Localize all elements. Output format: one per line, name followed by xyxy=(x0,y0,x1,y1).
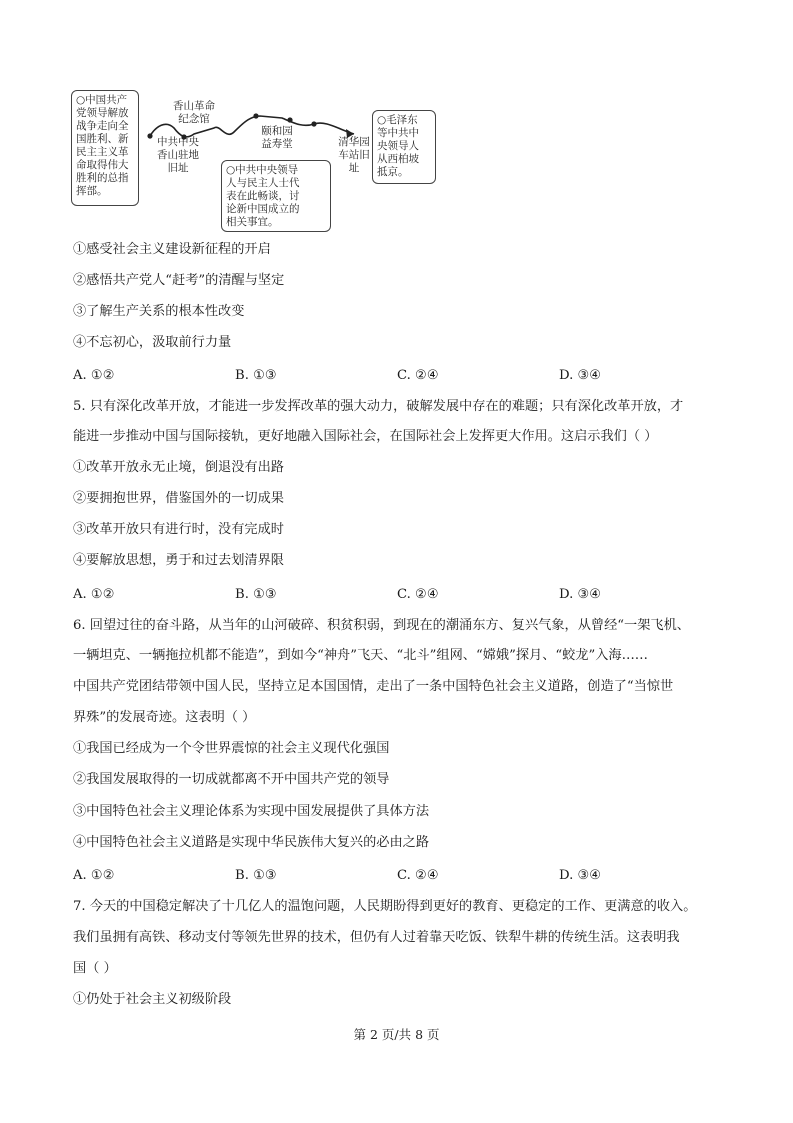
q5-item-2: ②要拥抱世界，借鉴国外的一切成果 xyxy=(73,491,284,506)
q6-option-d[interactable]: D. ③④ xyxy=(559,868,602,883)
q7-stem-line-2: 我们虽拥有高铁、移动支付等领先世界的技术，但仍有人过着靠天吃饭、铁犁牛耕的传统生活。这表明我 xyxy=(73,930,680,945)
q7-stem-line-1: 7. 今天的中国稳定解决了十几亿人的温饱问题，人民期盼得到更好的教育、更稳定的工作、更满意的收入。 xyxy=(73,899,697,914)
q4-option-c[interactable]: C. ②④ xyxy=(397,368,439,383)
label-qinghua-station: 清华园 车站旧址 xyxy=(338,136,370,174)
q4-option-d[interactable]: D. ③④ xyxy=(559,368,602,383)
note-right-text: ○毛泽东 等中共中 央领导人 从西柏坡 抵京。 xyxy=(377,114,419,178)
label-cpc-xiangshan-site: 中共中央 香山驻地 旧址 xyxy=(157,136,199,174)
note-middle-text: ○中共中央领导 人与民主人士代 表在此畅谈，讨 论新中国成立的 相关事宜。 xyxy=(226,164,300,228)
q5-stem-line-2: 能进一步推动中国与国际接轨，更好地融入国际社会，在国际社会上发挥更大作用。这启示我们（ ） xyxy=(73,429,658,444)
q4-options xyxy=(73,367,613,385)
q4-item-2: ②感悟共产党人“赶考”的清醒与坚定 xyxy=(73,273,285,288)
q5-option-a[interactable]: A. ①② xyxy=(73,587,115,602)
q5-item-3: ③改革开放只有进行时，没有完成时 xyxy=(73,522,284,537)
q7-item-1: ①仍处于社会主义初级阶段 xyxy=(73,992,232,1007)
note-box-left xyxy=(71,90,139,206)
q6-stem-line-4: 界殊”的发展奇迹。这表明（ ） xyxy=(73,710,256,725)
q5-item-1: ①改革开放永无止境，倒退没有出路 xyxy=(73,460,284,475)
page-footer: 第 2 页/共 8 页 xyxy=(353,1027,440,1042)
q6-options xyxy=(73,867,613,885)
q4-option-a[interactable]: A. ①② xyxy=(73,368,115,383)
q6-item-2: ②我国发展取得的一切成就都离不开中国共产党的领导 xyxy=(73,772,390,787)
q5-options xyxy=(73,586,613,604)
q6-stem-line-2: 一辆坦克、一辆拖拉机都不能造”，到如今“神舟”飞天、“北斗”组网、“嫦娥”探月、“蛟龙”入海…… xyxy=(73,648,648,663)
q7-stem-line-3: 国（ ） xyxy=(73,961,117,976)
q6-item-3: ③中国特色社会主义理论体系为实现中国发展提供了具体方法 xyxy=(73,804,430,819)
q6-item-1: ①我国已经成为一个令世界震惊的社会主义现代化强国 xyxy=(73,741,390,756)
q5-item-4: ④要解放思想，勇于和过去划清界限 xyxy=(73,553,284,568)
q6-option-b[interactable]: B. ①③ xyxy=(235,868,277,883)
q6-option-c[interactable]: C. ②④ xyxy=(397,868,439,883)
q5-option-d[interactable]: D. ③④ xyxy=(559,587,602,602)
q4-item-4: ④不忘初心，汲取前行力量 xyxy=(73,335,232,350)
q4-option-b[interactable]: B. ①③ xyxy=(235,368,277,383)
q5-stem-line-1: 5. 只有深化改革开放，才能进一步发挥改革的强大动力，破解发展中存在的难题；只有深化改革开放，才 xyxy=(73,399,684,414)
route-diagram xyxy=(70,88,450,234)
label-xiangshan-memorial: 香山革命 纪念馆 xyxy=(173,100,215,125)
note-box-middle xyxy=(221,160,331,232)
q4-item-3: ③了解生产关系的根本性改变 xyxy=(73,304,245,319)
note-left-text: ○中国共产 党领导解放 战争走向全 国胜利、新 民主主义革 命取得伟大 胜利的总指 挥部。 xyxy=(76,94,129,197)
note-box-right xyxy=(372,110,436,184)
q5-option-b[interactable]: B. ①③ xyxy=(235,587,277,602)
q6-item-4: ④中国特色社会主义道路是实现中华民族伟大复兴的必由之路 xyxy=(73,835,430,850)
q5-option-c[interactable]: C. ②④ xyxy=(397,587,439,602)
q6-option-a[interactable]: A. ①② xyxy=(73,868,115,883)
q4-item-1: ①感受社会主义建设新征程的开启 xyxy=(73,242,271,257)
label-yiheyuan: 颐和园 益寿堂 xyxy=(261,125,293,150)
q6-stem-line-3: 中国共产党团结带领中国人民，坚持立足本国国情，走出了一条中国特色社会主义道路，创造了“当惊世 xyxy=(73,679,674,694)
q6-stem-line-1: 6. 回望过往的奋斗路，从当年的山河破碎、积贫积弱，到现在的潮涌东方、复兴气象，从曾经“一架飞机、 xyxy=(73,618,690,633)
